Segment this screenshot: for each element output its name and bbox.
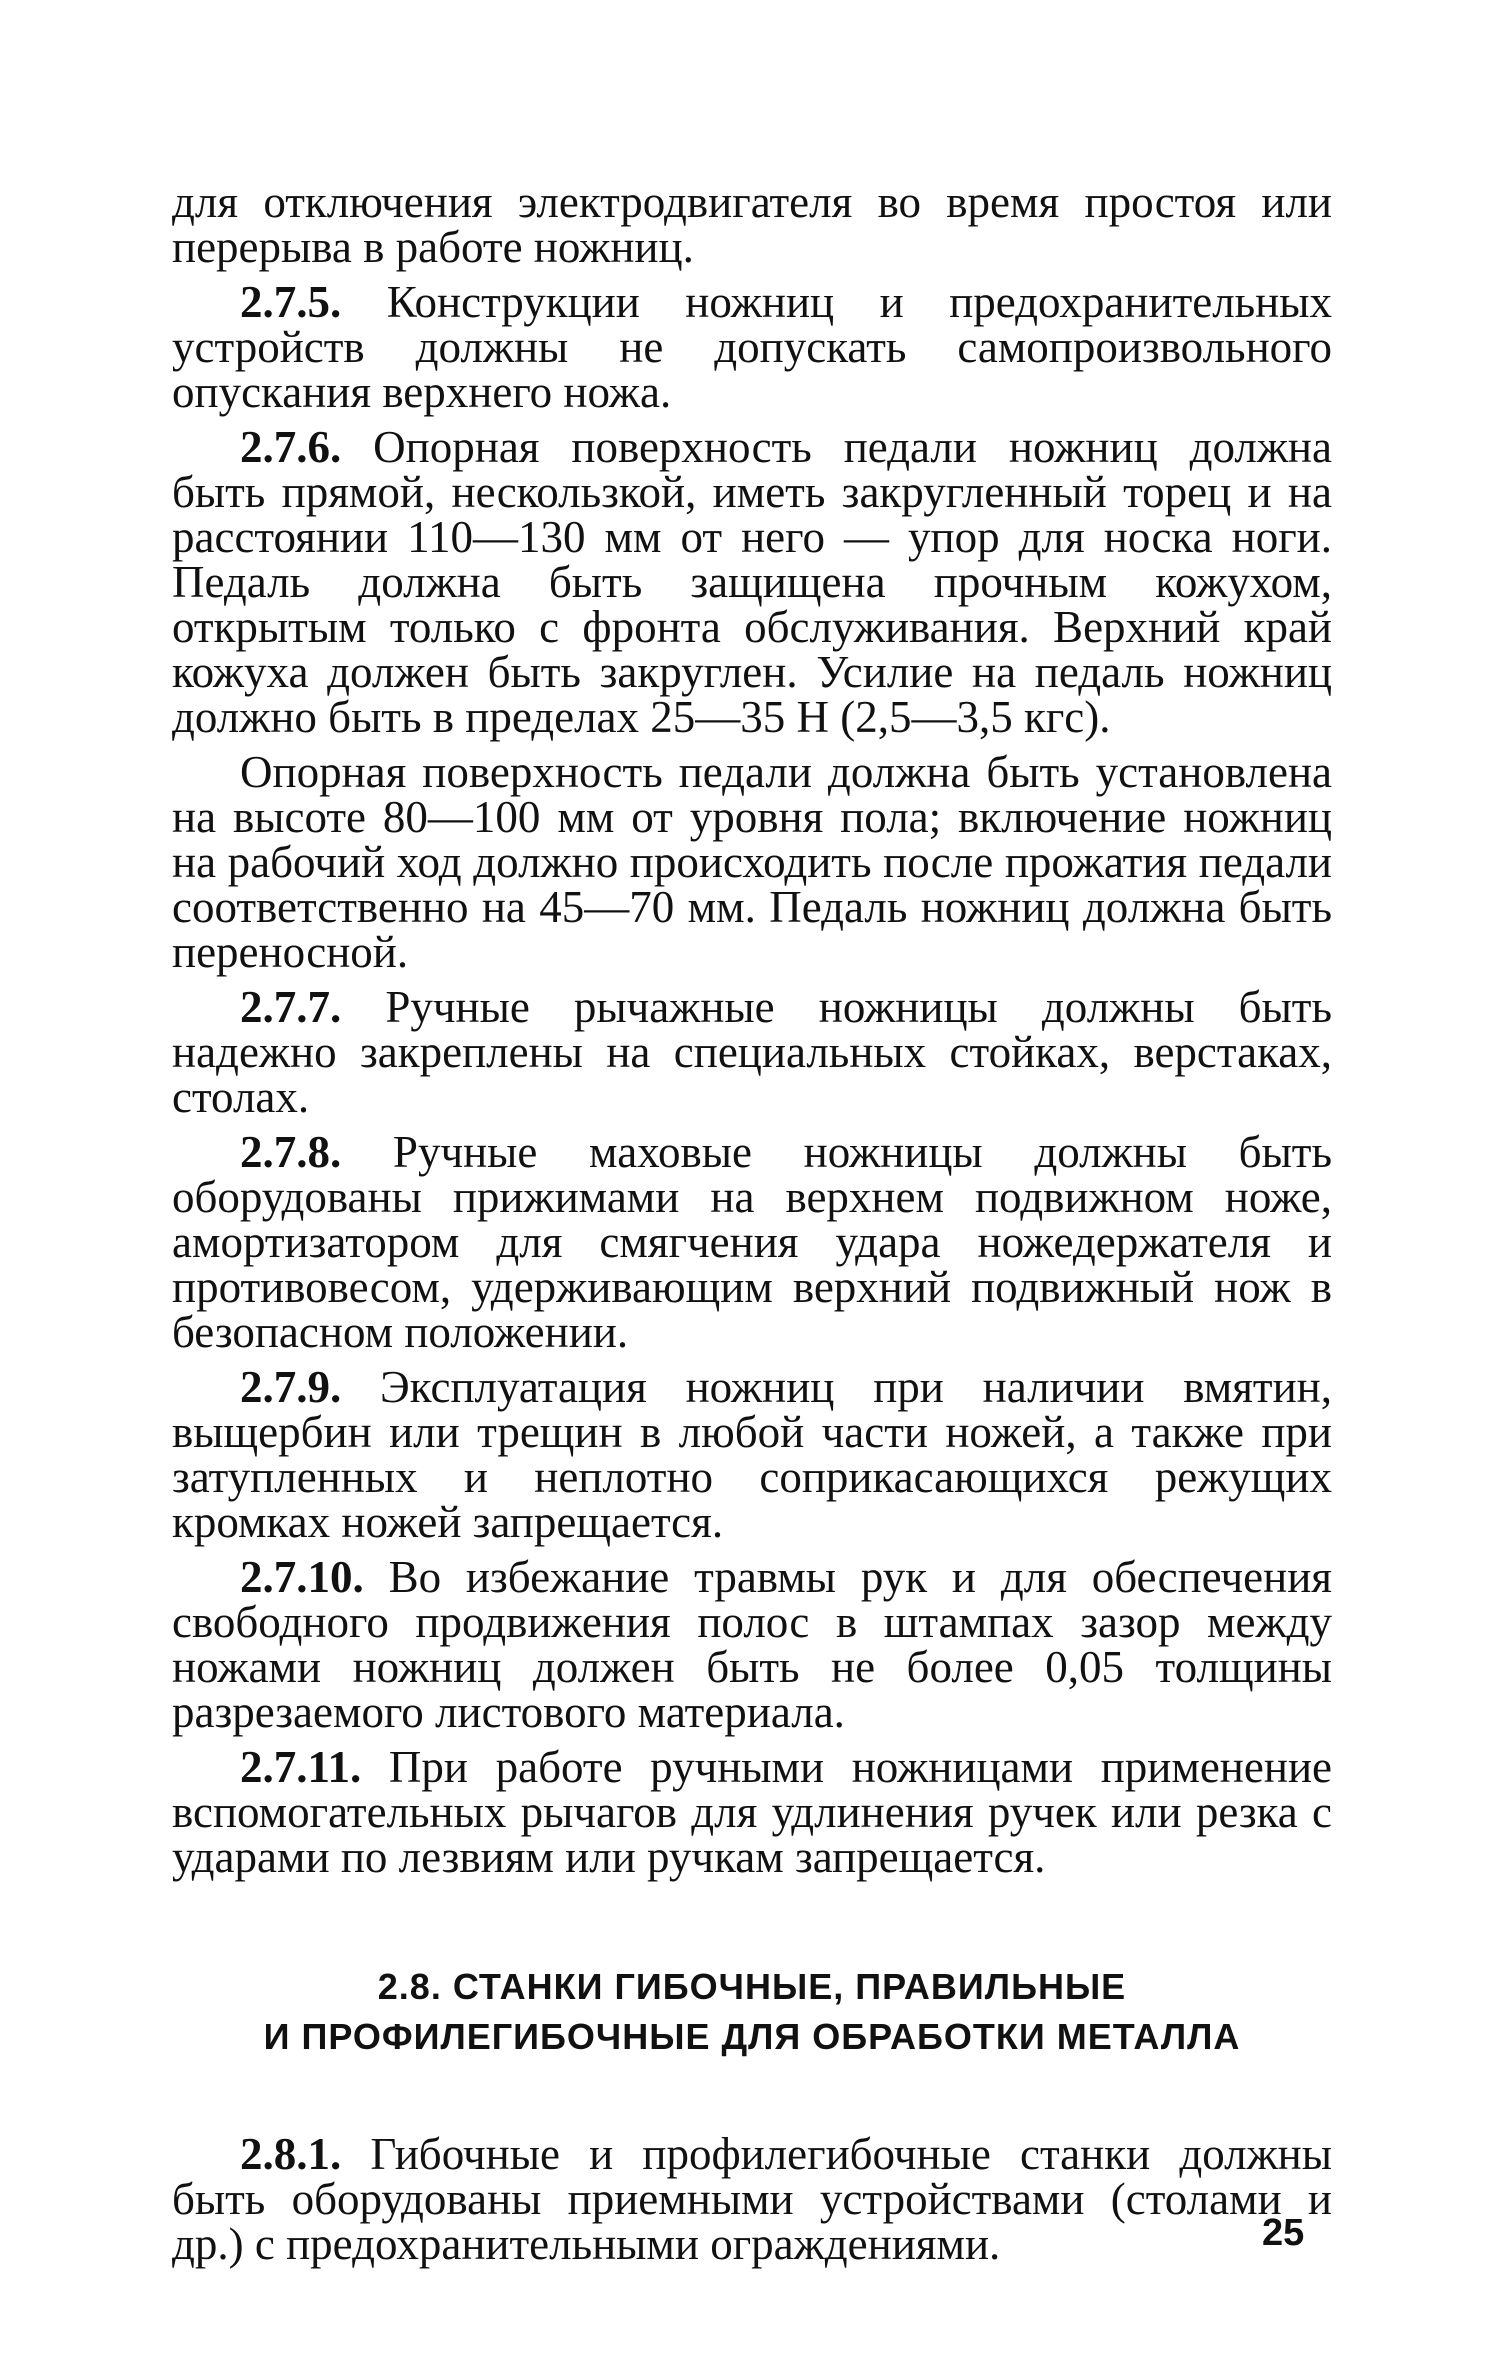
clause-2-8-1 [172,2129,1332,2269]
clause-text: Ручные рычажные ножницы должны быть надежно закреплены на специальных стойках, верстаках, столах. [172,982,1332,1122]
clause-number: 2.7.7. [240,982,342,1032]
section-heading [172,1962,1332,2062]
clause-text: При работе ручными ножницами применение вспомогательных рычагов для удлинения ручек или резка с ударами по лезвиям или ручкам запрещается. [172,1742,1332,1882]
clause-number: 2.8.1. [240,2129,342,2179]
clause-2-7-6 [172,422,1332,742]
clause-2-7-7 [172,982,1332,1122]
paragraph-text: Опорная поверхность педали должна быть установлена на высоте 80—100 мм от уровня пола; включение ножниц на рабочий ход должно происходить после прожатия педали соответственно на 45—70 мм. Педаль ножниц должна быть переносной. [172,747,1332,977]
clause-2-7-8 [172,1127,1332,1357]
clause-text: Гибочные и профилегибочные станки должны быть оборудованы приемными устройствами (столами и др.) с предохранительными ограждениями. [172,2129,1332,2269]
clause-number: 2.7.10. [240,1552,364,1602]
clause-text: Опорная поверхность педали ножниц должна быть прямой, нескользкой, иметь закругленный торец и на расстоянии 110—130 мм от него — упор для носка ноги. Педаль должна быть защищена прочным кожухом, открытым только с фронта обслуживания. Верхний край кожуха должен быть закруглен. Усилие на педаль ножниц должно быть в пределах 25—35 Н (2,5—3,5 кгс). [172,422,1332,742]
section-heading-line-1: 2.8. СТАНКИ ГИБОЧНЫЕ, ПРАВИЛЬНЫЕ [377,1966,1127,2007]
clause-number: 2.7.9. [240,1362,342,1412]
clause-2-7-6-continued [172,747,1332,977]
clause-2-7-9 [172,1362,1332,1547]
clause-2-7-11 [172,1742,1332,1882]
paragraph-text: для отключения электродвигателя во время простоя или перерыва в работе ножниц. [172,177,1332,272]
clause-text: Ручные маховые ножницы должны быть оборудованы прижимами на верхнем подвижном ноже, амортизатором для смягчения удара ножедержателя и противовесом, удерживающим верхний подвижный нож в безопасном положении. [172,1127,1332,1357]
clause-number: 2.7.8. [240,1127,342,1177]
clause-2-7-10 [172,1552,1332,1737]
page-number: 25 [1262,2212,1305,2254]
clause-text: Во избежание травмы рук и для обеспечения свободного продвижения полос в штампах зазор между ножами ножниц должен быть не более 0,05 толщины разрезаемого листового материала. [172,1552,1332,1737]
section-heading-line-2: И ПРОФИЛЕГИБОЧНЫЕ ДЛЯ ОБРАБОТКИ МЕТАЛЛА [263,2016,1241,2057]
clause-text: Эксплуатация ножниц при наличии вмятин, выщербин или трещин в любой части ножей, а также при затупленных и неплотно соприкасающихся режущих кромках ножей запрещается. [172,1362,1332,1547]
clause-number: 2.7.5. [240,277,342,327]
clause-number: 2.7.11. [240,1742,362,1792]
document-page [172,177,1332,2269]
clause-text: Конструкции ножниц и предохранительных устройств должны не допускать самопроизвольного опускания верхнего ножа. [172,277,1332,417]
paragraph-continuation [172,177,1332,272]
clause-2-7-5 [172,277,1332,417]
clause-number: 2.7.6. [240,422,342,472]
